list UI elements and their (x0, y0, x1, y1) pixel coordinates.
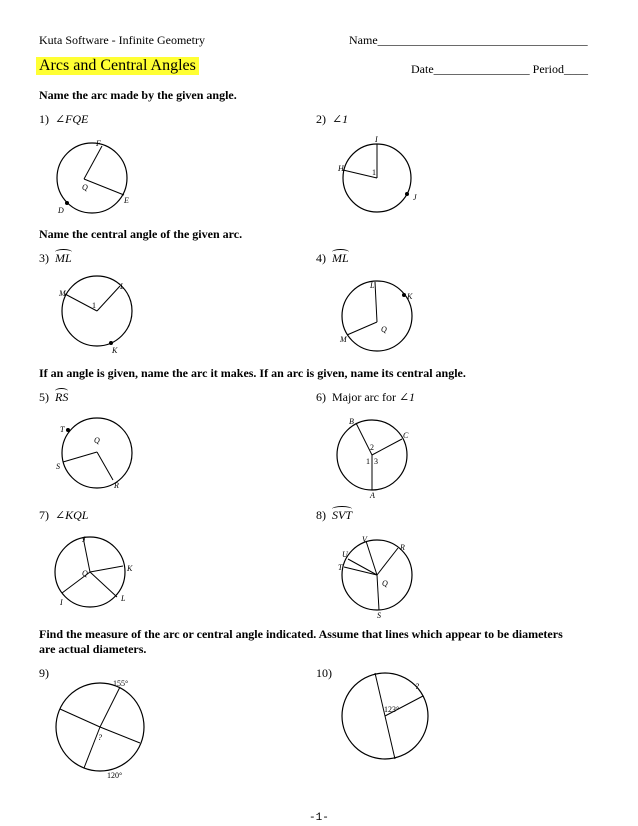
section-heading-1: Name the arc made by the given angle. (39, 88, 237, 102)
problem-9: 9) (39, 666, 49, 680)
problem-1: 1) ∠FQE (39, 112, 89, 126)
label-angle-123: 123° (384, 705, 400, 714)
label-arc-155: 155° (113, 679, 129, 688)
label-angle-1: 1 (372, 168, 376, 177)
label-Q: Q (381, 325, 387, 334)
section-heading-2: Name the central angle of the given arc. (39, 227, 243, 241)
label-R: R (114, 481, 119, 490)
section-heading-4: Find the measure of the arc or central angle indicated. Assume that lines which appear to be diameters (39, 627, 563, 641)
label-F: F (96, 139, 101, 148)
label-unknown: ? (415, 682, 419, 691)
label-angle-1: 1 (92, 301, 96, 310)
label-R: R (400, 543, 405, 552)
label-Q: Q (382, 579, 388, 588)
label-K: K (407, 292, 413, 301)
date-period-field: Date________________ Period____ (411, 62, 588, 76)
problem-3: 3) ML (39, 251, 72, 265)
label-unknown: ? (98, 733, 102, 742)
label-S: S (377, 611, 381, 620)
label-J: J (413, 193, 417, 202)
label-arc-120: 120° (107, 771, 123, 780)
label-Q: Q (82, 183, 88, 192)
problem-5: 5) RS (39, 390, 69, 404)
label-M: M (340, 335, 347, 344)
section-heading-4-cont: are actual diameters. (39, 642, 147, 656)
section-heading-3: If an angle is given, name the arc it makes. If an arc is given, name its central angle. (39, 366, 466, 380)
label-S: S (56, 462, 60, 471)
label-E: E (124, 196, 129, 205)
label-L: L (121, 594, 126, 603)
problem-10: 10) (316, 666, 332, 680)
label-angle-1: 1 (366, 457, 370, 466)
software-name: Kuta Software - Infinite Geometry (39, 33, 205, 47)
label-B: B (349, 417, 354, 426)
label-K: K (112, 346, 118, 355)
label-T: T (60, 425, 65, 434)
label-V: V (362, 535, 367, 544)
worksheet-title: Arcs and Central Angles (36, 57, 199, 75)
problem-2: 2) ∠1 (316, 112, 349, 126)
problem-4: 4) ML (316, 251, 349, 265)
label-L: L (370, 281, 375, 290)
problem-8: 8) SVT (316, 508, 353, 522)
label-L: L (120, 282, 125, 291)
label-D: D (58, 206, 64, 215)
label-M: M (59, 289, 66, 298)
problem-7: 7) ∠KQL (39, 508, 89, 522)
label-A: A (370, 491, 375, 500)
label-I: I (60, 598, 63, 607)
label-I: I (375, 135, 378, 144)
label-Q: Q (82, 569, 88, 578)
label-J: J (82, 535, 86, 544)
label-Q: Q (94, 436, 100, 445)
label-T: T (338, 563, 343, 572)
label-angle-3: 3 (374, 457, 378, 466)
problem-6: 6) Major arc for ∠1 (316, 390, 416, 404)
label-K: K (127, 564, 133, 573)
label-angle-2: 2 (370, 443, 374, 452)
label-H: H (338, 164, 344, 173)
label-C: C (403, 431, 409, 440)
label-U: U (342, 550, 348, 559)
page-number: -1- (309, 812, 329, 824)
name-field: Name___________________________________ (349, 33, 588, 47)
